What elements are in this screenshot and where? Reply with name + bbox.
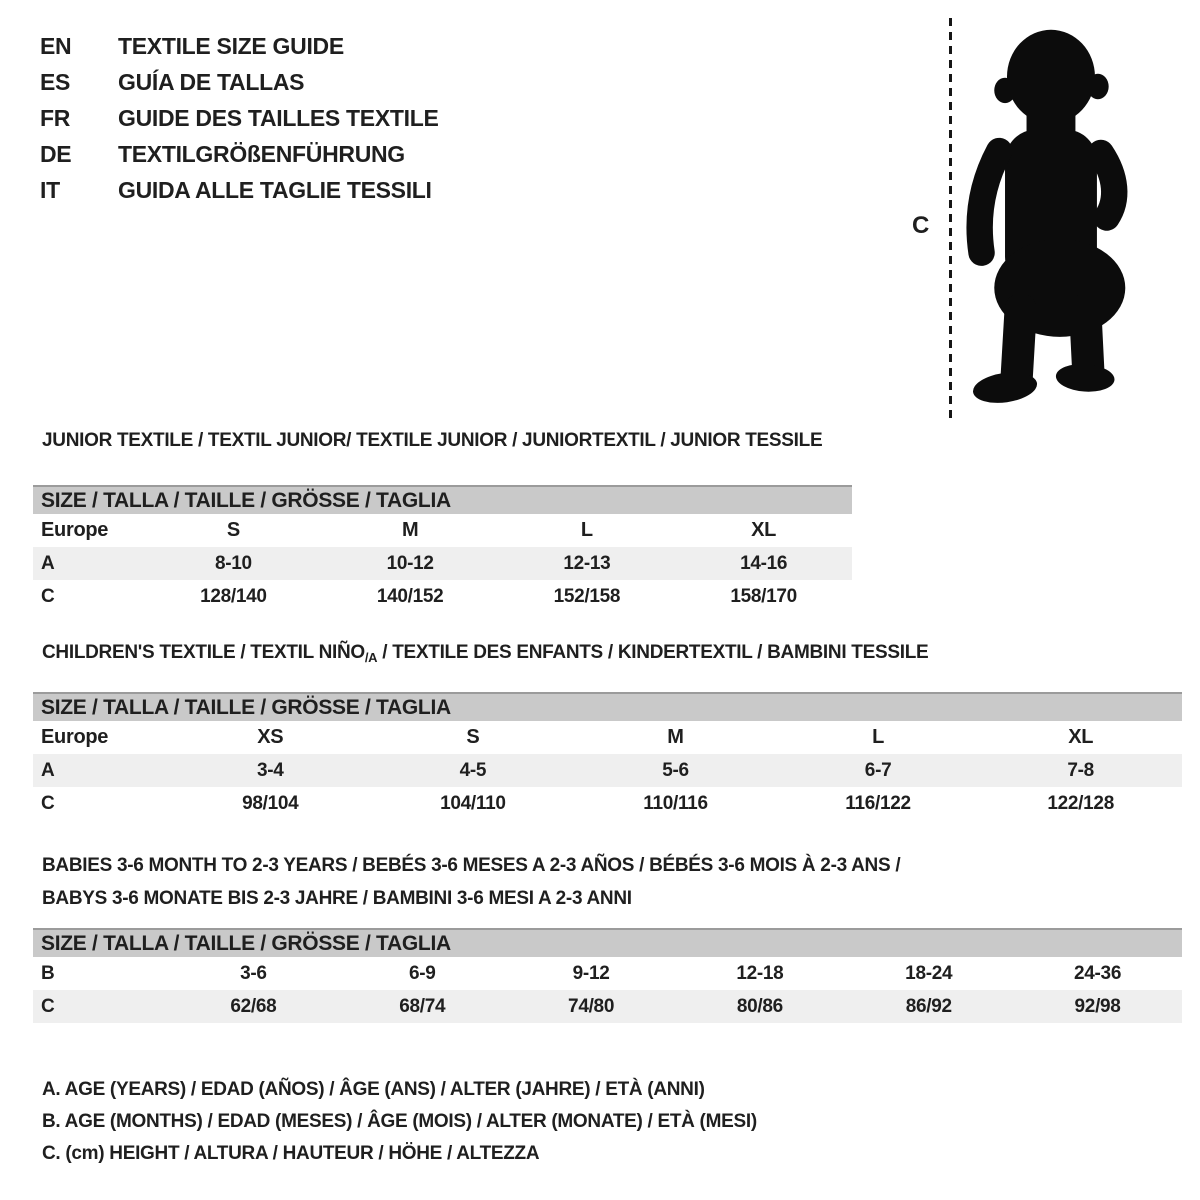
childrens-section-title [42,642,928,664]
size-value: 9-12 [572,962,610,984]
column-header: Europe [41,519,109,541]
size-value: 104/110 [440,792,506,814]
row-label: C [41,792,55,814]
size-value: 12-13 [563,552,611,574]
size-value: 14-16 [740,552,788,574]
size-columns-row [33,514,852,547]
size-header-bar: SIZE / TALLA / TAILLE / GRÖSSE / TAGLIA [33,928,1182,957]
lang-row-en [40,28,439,64]
size-value: 110/116 [643,792,708,814]
childrens-size-table [33,692,1182,820]
size-value: 3-4 [257,759,284,781]
legend-note-b: B. AGE (MONTHS) / EDAD (MESES) / ÂGE (MOIS) / ALTER (MONATE) / ETÀ (MESI) [42,1111,757,1132]
size-columns-row [33,721,1182,754]
lang-title: TEXTILGRÖßENFÜHRUNG [118,140,405,167]
table-row-age [33,754,1182,787]
babies-size-table [33,928,1182,1023]
size-value: 18-24 [905,962,953,984]
lang-row-it [40,172,439,208]
size-value: 3-6 [240,962,267,984]
column-header: XL [751,519,777,541]
size-value: 62/68 [230,995,277,1017]
lang-code: ES [40,68,71,95]
lang-row-de [40,136,439,172]
size-value: 152/158 [553,585,621,607]
lang-row-es [40,64,439,100]
babies-section-title [42,849,900,915]
size-value: 68/74 [399,995,446,1017]
lang-code: EN [40,32,72,59]
toddler-silhouette-icon [962,20,1138,418]
measure-legend [42,1074,757,1170]
column-header: L [580,519,593,541]
table-row-age [33,547,852,580]
size-header-bar: SIZE / TALLA / TAILLE / GRÖSSE / TAGLIA [33,485,852,514]
column-header: S [466,726,480,748]
legend-note-a: A. AGE (YEARS) / EDAD (AÑOS) / ÂGE (ANS) / ALTER (JAHRE) / ETÀ (ANNI) [42,1079,705,1100]
babies-title-line2: BABYS 3-6 MONATE BIS 2-3 JAHRE / BAMBINI 3-6 MESI A 2-3 ANNI [42,888,632,909]
size-value: 7-8 [1067,759,1094,781]
row-label: A [41,552,55,574]
size-value: 74/80 [568,995,615,1017]
column-header: L [872,726,885,748]
size-value: 116/122 [845,792,911,814]
size-value: 128/140 [200,585,267,607]
height-measure-label: C [912,212,930,239]
column-header: S [226,519,240,541]
size-value: 10-12 [386,552,434,574]
column-header: M [401,519,419,541]
babies-title-line1: BABIES 3-6 MONTH TO 2-3 YEARS / BEBÉS 3-6 MESES A 2-3 AÑOS / BÉBÉS 3-6 MOIS À 2-3 ANS / [42,855,901,876]
lang-title: GUIDE DES TAILLES TEXTILE [118,104,439,131]
column-header: M [667,726,684,748]
size-value: 8-10 [214,552,252,574]
junior-size-table [33,485,852,613]
row-label: C [41,585,55,607]
table-row-height [33,787,1182,820]
size-value: 5-6 [662,759,689,781]
height-measure-line [949,18,952,418]
size-value: 4-5 [459,759,487,781]
size-value: 86/92 [905,995,952,1017]
childrens-title-part2: / TEXTILE DES ENFANTS / KINDERTEXTIL / BAMBINI TESSILE [377,642,929,663]
size-value: 12-18 [736,962,784,984]
language-guide-list [40,28,439,208]
childrens-title-subscript: /A [364,650,378,665]
lang-row-fr [40,100,439,136]
size-value: 122/128 [1047,792,1114,814]
lang-code: DE [40,140,72,167]
size-value: 158/170 [730,585,797,607]
row-label: B [41,962,55,984]
junior-section-title: JUNIOR TEXTILE / TEXTIL JUNIOR/ TEXTILE JUNIOR / JUNIORTEXTIL / JUNIOR TESSILE [42,430,823,451]
size-value: 80/86 [736,995,783,1017]
row-label: C [41,995,55,1017]
column-header: XS [257,726,284,748]
lang-title: TEXTILE SIZE GUIDE [118,32,344,59]
column-header: XL [1068,726,1094,748]
table-row-height [33,990,1182,1023]
row-label: A [41,759,55,781]
legend-note-c: C. (cm) HEIGHT / ALTURA / HAUTEUR / HÖHE / ALTEZZA [42,1143,540,1164]
size-value: 92/98 [1074,995,1121,1017]
childrens-title-part1: CHILDREN'S TEXTILE / TEXTIL NIÑO [42,642,365,663]
lang-code: IT [40,176,60,203]
size-value: 6-7 [864,759,892,781]
size-value: 24-36 [1074,962,1122,984]
table-row-age-months [33,957,1182,990]
lang-title: GUIDA ALLE TAGLIE TESSILI [118,176,432,203]
lang-code: FR [40,104,71,131]
size-value: 6-9 [408,962,436,984]
size-value: 98/104 [242,792,299,814]
lang-title: GUÍA DE TALLAS [118,68,305,95]
size-header-bar: SIZE / TALLA / TAILLE / GRÖSSE / TAGLIA [33,692,1182,721]
size-value: 140/152 [376,585,444,607]
column-header: Europe [41,726,109,748]
table-row-height [33,580,852,613]
